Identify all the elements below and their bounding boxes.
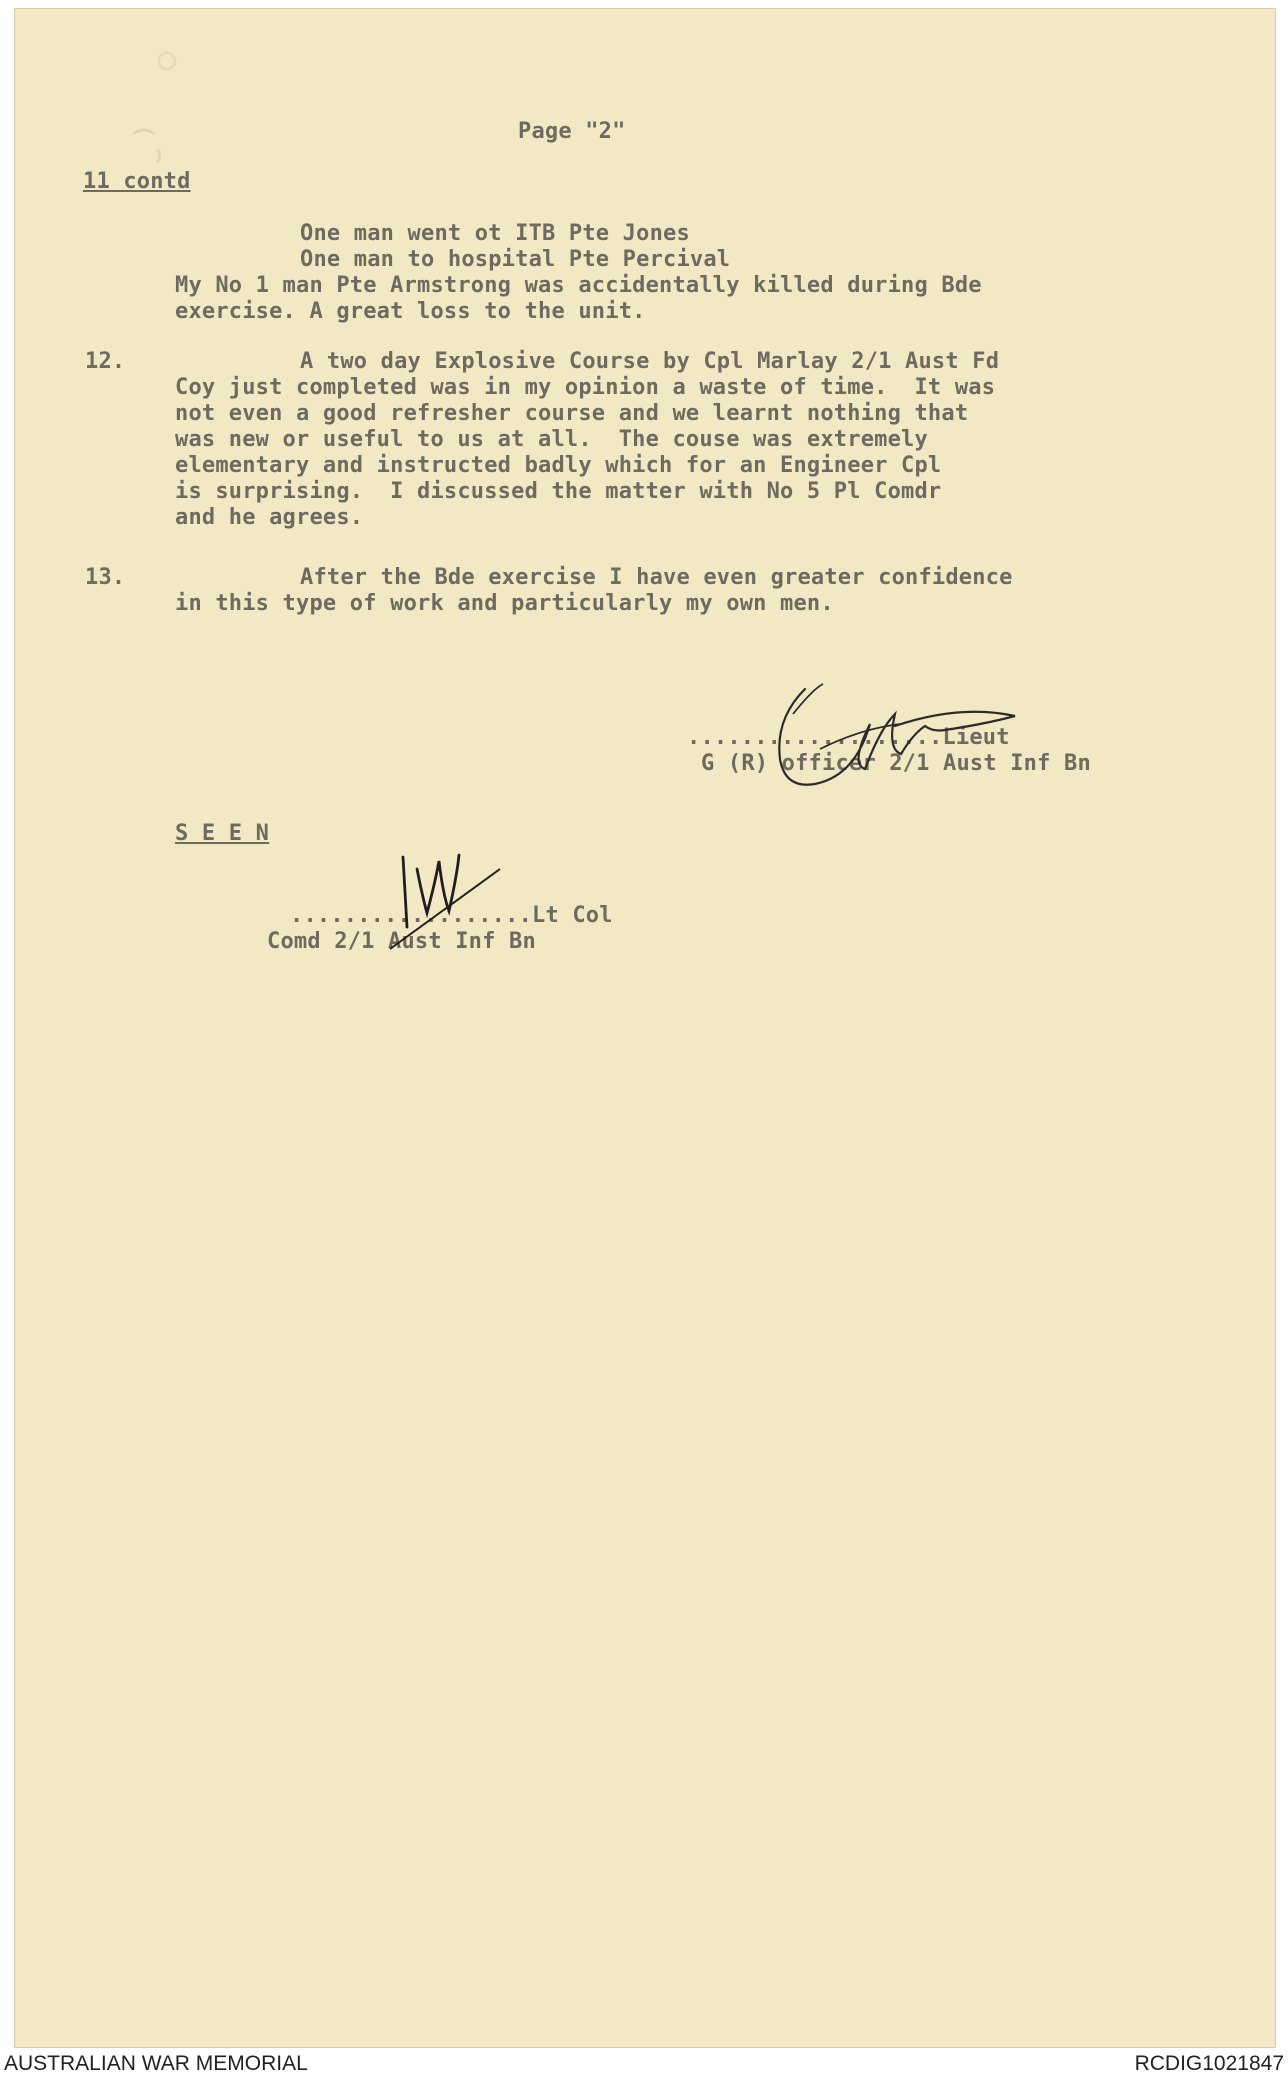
document-page — [14, 8, 1276, 2048]
para11-line4: exercise. A great loss to the unit. — [175, 299, 646, 324]
signature-lt-col — [385, 839, 515, 959]
para13-number: 13. — [85, 565, 126, 590]
para13-line2: in this type of work and particularly my own men. — [175, 591, 834, 616]
signatory2-line: ..................Lt Col — [290, 903, 613, 928]
para12-number: 12. — [85, 349, 126, 374]
signatory1-line: ...................Lieut — [687, 725, 1010, 750]
embossed-mark — [115, 39, 205, 169]
signatory2-title: Comd 2/1 Aust Inf Bn — [267, 929, 536, 954]
footer-right: RCDIG1021847 — [1134, 2052, 1284, 2075]
footer-left: AUSTRALIAN WAR MEMORIAL — [4, 2052, 308, 2075]
para12-line1: A two day Explosive Course by Cpl Marlay 2/1 Aust Fd — [300, 349, 1000, 374]
seen-label: S E E N — [175, 821, 270, 846]
para12-line3: not even a good refresher course and we learnt nothing that — [175, 401, 969, 426]
signature-lieut — [745, 659, 1035, 794]
para12-line4: was new or useful to us at all. The couse was extremely — [175, 427, 928, 452]
para12-line7: and he agrees. — [175, 505, 364, 530]
para12-line5: elementary and instructed badly which for an Engineer Cpl — [175, 453, 942, 478]
page-header: Page "2" — [518, 119, 626, 144]
section-heading: 11 contd — [83, 169, 191, 194]
para12-line2: Coy just completed was in my opinion a waste of time. It was — [175, 375, 996, 400]
para11-line2: One man to hospital Pte Percival — [300, 247, 731, 272]
para11-line1: One man went ot ITB Pte Jones — [300, 221, 690, 246]
signatory1-title: G (R) officer 2/1 Aust Inf Bn — [701, 751, 1091, 776]
para11-line3: My No 1 man Pte Armstrong was accidentally killed during Bde — [175, 273, 982, 298]
para13-line1: After the Bde exercise I have even greater confidence — [300, 565, 1013, 590]
para12-line6: is surprising. I discussed the matter with No 5 Pl Comdr — [175, 479, 942, 504]
